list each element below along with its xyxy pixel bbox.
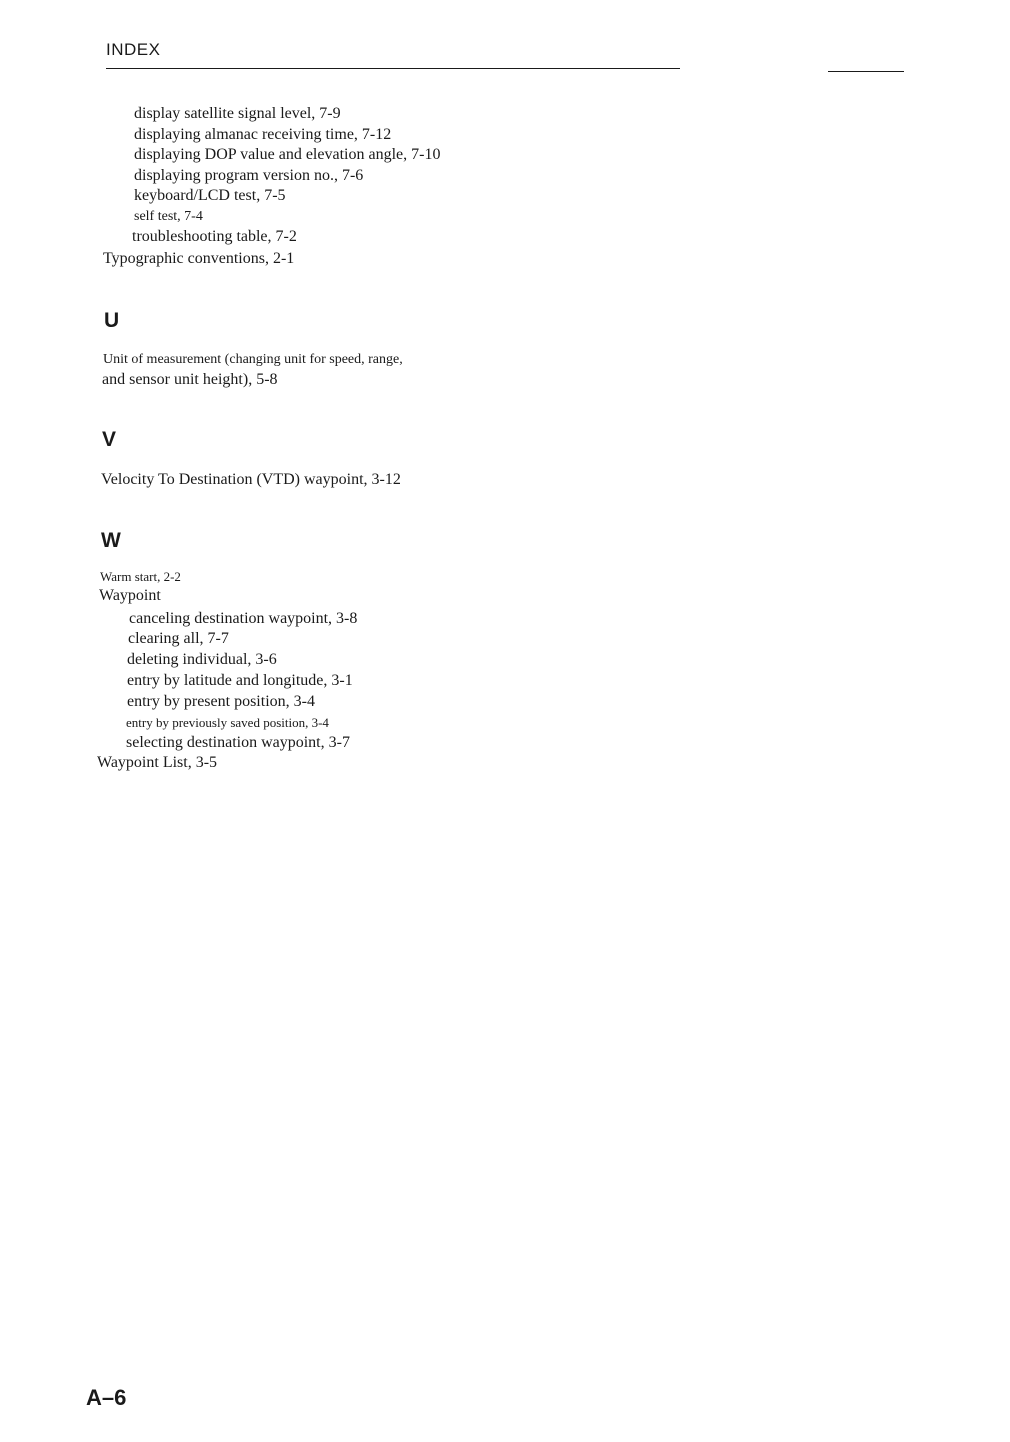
index-entry: Waypoint List, 3-5 xyxy=(97,754,218,771)
index-entry: Warm start, 2-2 xyxy=(100,569,181,584)
index-entry: displaying almanac receiving time, 7-12 xyxy=(134,126,392,143)
header-rule xyxy=(106,68,680,69)
index-entry: keyboard/LCD test, 7-5 xyxy=(134,187,286,204)
index-entry: deleting individual, 3-6 xyxy=(127,651,277,668)
index-entry: display satellite signal level, 7-9 xyxy=(134,105,341,122)
index-entry: canceling destination waypoint, 3-8 xyxy=(129,610,358,627)
page-number: A–6 xyxy=(86,1385,127,1410)
index-entry: entry by present position, 3-4 xyxy=(127,693,315,710)
index-entry: displaying DOP value and elevation angle, 7-10 xyxy=(134,146,441,163)
index-entry: and sensor unit height), 5-8 xyxy=(102,371,278,388)
header-rule-short xyxy=(828,71,904,72)
section-letter-w: W xyxy=(101,529,121,552)
index-entry: Waypoint xyxy=(99,587,161,604)
section-letter-v: V xyxy=(102,428,117,451)
index-entry: entry by previously saved position, 3-4 xyxy=(126,715,329,730)
index-entry: troubleshooting table, 7-2 xyxy=(132,228,297,245)
index-entry: Typographic conventions, 2-1 xyxy=(103,250,295,267)
index-entry: Velocity To Destination (VTD) waypoint, 3-12 xyxy=(101,471,401,488)
header-title: INDEX xyxy=(106,40,161,59)
index-entry: Unit of measurement (changing unit for speed, range, xyxy=(103,352,403,367)
index-entry: self test, 7-4 xyxy=(134,209,203,224)
index-entry: entry by latitude and longitude, 3-1 xyxy=(127,672,353,689)
index-entry: clearing all, 7-7 xyxy=(128,630,229,647)
section-letter-u: U xyxy=(104,309,120,332)
index-entry: selecting destination waypoint, 3-7 xyxy=(126,734,350,751)
index-entry: displaying program version no., 7-6 xyxy=(134,167,364,184)
